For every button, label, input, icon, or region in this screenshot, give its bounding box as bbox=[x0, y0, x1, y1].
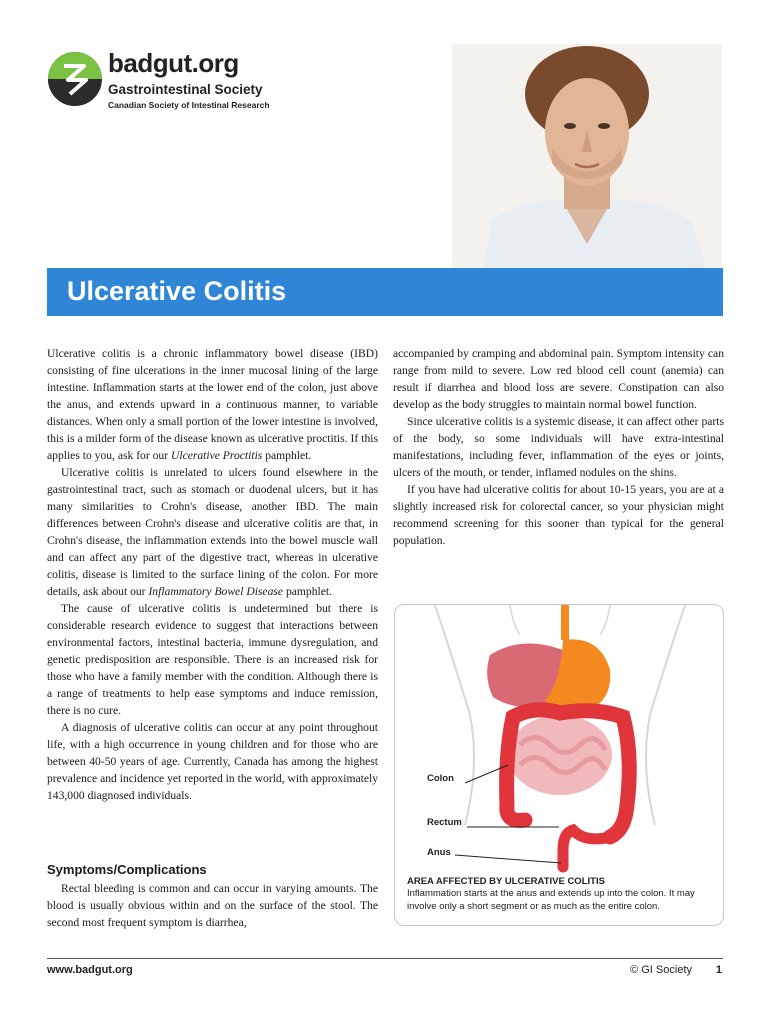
pamphlet-reference: Ulcerative Proctitis bbox=[170, 449, 263, 462]
paragraph: Rectal bleeding is common and can occur in varying amounts. The blood is usually obvious within and on the surface of the stool. The second most frequent symptom is diarrhea, bbox=[47, 882, 378, 929]
footer-copyright: © GI Society bbox=[630, 964, 692, 976]
section-heading-symptoms: Symptoms/Complications bbox=[47, 862, 207, 877]
left-column-continued bbox=[47, 880, 378, 931]
paragraph: Ulcerative colitis is a chronic inflammatory bowel disease (IBD) consisting of fine ulcerations in the inner mucosal lining of the large intestine. Inflammation starts at the lower end of the colon, just above the anus, and extends upward in a continuous manner, to variable distances. When only a small portion of the lower intestine is involved, this is a milder form of the disease known as ulcerative proctitis. If this applies to you, ask for our Ulcerative Proctitis pamphlet. bbox=[47, 347, 378, 462]
label-rectum: Rectum bbox=[427, 817, 462, 828]
figure-caption-title: AREA AFFECTED BY ULCERATIVE COLITIS bbox=[407, 876, 605, 887]
paragraph: If you have had ulcerative colitis for about 10-15 years, you are at a slightly increased risk for colorectal cancer, so your physician might recommend screening for this sooner than typical for the general population. bbox=[393, 483, 724, 547]
gi-society-logo bbox=[46, 44, 286, 120]
label-colon: Colon bbox=[427, 773, 454, 784]
page-number: 1 bbox=[715, 964, 722, 976]
logo-subtitle: Gastrointestinal Society bbox=[108, 82, 263, 97]
paragraph: Since ulcerative colitis is a systemic disease, it can affect other parts of the body, so some individuals will have extra-intestinal manifestations, including fever, inflammation of the eyes or joints, ulcers of the mouth, or tender, inflamed nodules on the shins. bbox=[393, 415, 724, 479]
pamphlet-reference: Inflammatory Bowel Disease bbox=[148, 585, 284, 598]
figure-caption-text: Inflammation starts at the anus and extends up into the colon. It may involve only a short segment or as much as the entire colon. bbox=[407, 888, 695, 912]
paragraph: accompanied by cramping and abdominal pain. Symptom intensity can range from mild to severe. Low red blood cell count (anemia) can result if diarrhea and blood loss are severe. Constipation can also develop as the body struggles to maintain normal bowel function. bbox=[393, 347, 724, 411]
left-column bbox=[47, 345, 378, 804]
logo-mark-icon bbox=[46, 44, 104, 114]
title-banner bbox=[47, 268, 723, 316]
right-column bbox=[393, 345, 724, 549]
footer-divider bbox=[47, 958, 723, 959]
footer-website-link[interactable]: www.badgut.org bbox=[47, 964, 133, 976]
man-portrait-illustration bbox=[452, 44, 722, 272]
page-title: Ulcerative Colitis bbox=[67, 276, 287, 306]
paragraph: The cause of ulcerative colitis is undetermined but there is considerable research evidence to suggest that interactions between environmental factors, intestinal bacteria, immune dysregulation, and genetic predisposition are responsible. There is an increased risk for those who have a family member with the condition. Although there is a range of treatments to help ease symptoms and induce remission, there is no cure. bbox=[47, 602, 378, 717]
paragraph: Ulcerative colitis is unrelated to ulcers found elsewhere in the gastrointestinal tract, such as stomach or duodenal ulcers, but it has many similarities to Crohn's disease, another IBD. The main differences between Crohn's disease and ulcerative colitis are that, in Crohn's disease, the inflammation extends into the bowel muscle wall and can affect any part of the digestive tract, whereas in ulcerative colitis, disease is limited to the surface lining of the colon. For more details, ask about our Inflammatory Bowel Disease pamphlet. bbox=[47, 466, 378, 598]
label-anus: Anus bbox=[427, 847, 451, 858]
logo-tagline: Canadian Society of Intestinal Research bbox=[108, 100, 270, 110]
logo-title: badgut.org bbox=[108, 48, 239, 78]
portrait-photo bbox=[452, 44, 722, 272]
colon-anatomy-figure bbox=[394, 604, 724, 926]
paragraph: A diagnosis of ulcerative colitis can occur at any point throughout life, with a high occurrence in young children and for those who are between 40-50 years of age. Currently, Canada has among the highest prevalence and incidence yet reported in the world, with approximately 143,000 diagnosed individuals. bbox=[47, 721, 378, 802]
